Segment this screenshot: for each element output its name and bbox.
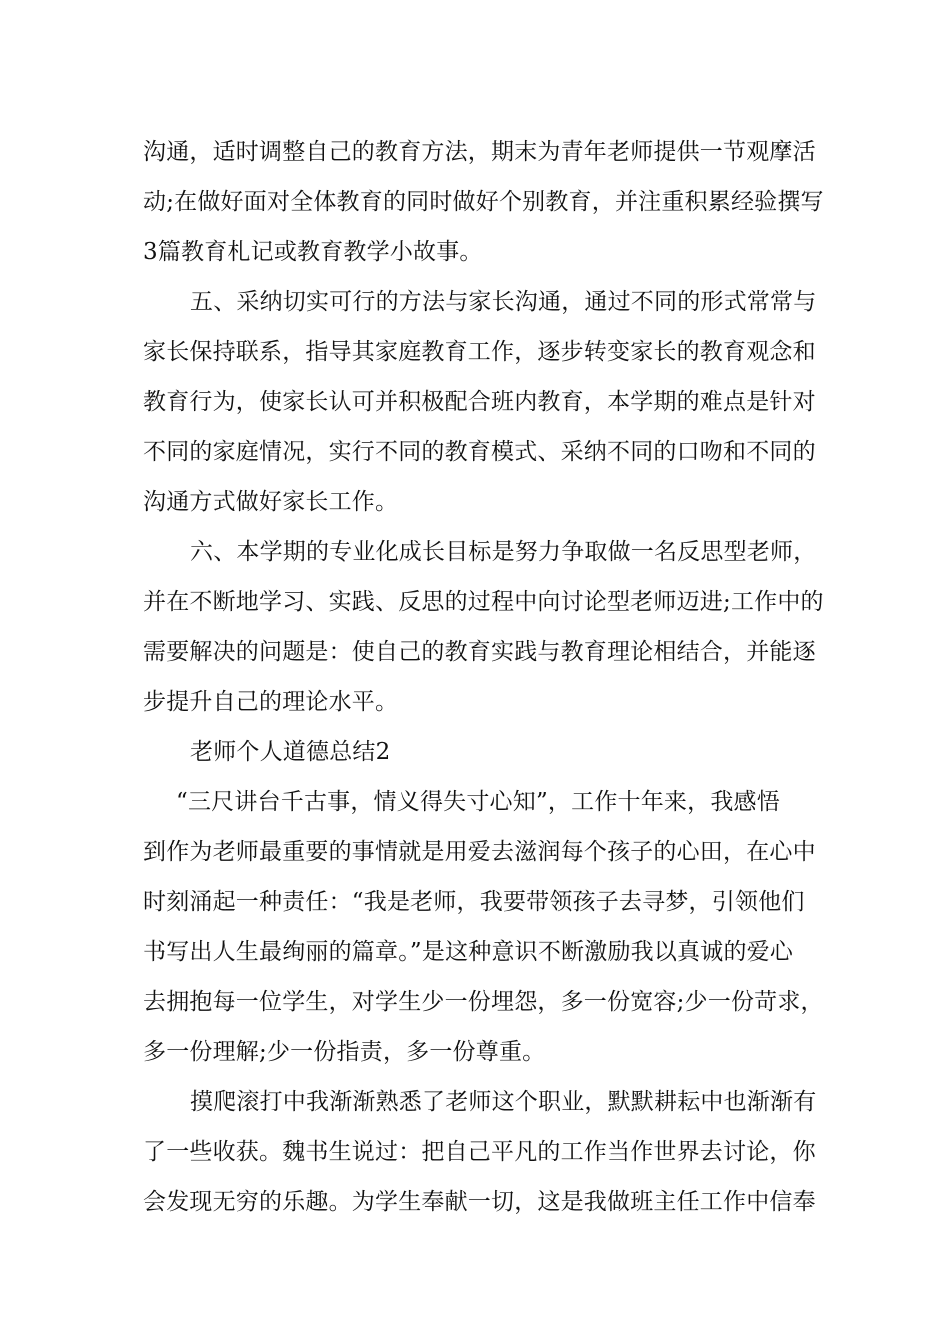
paragraph-first-line: 六、本学期的专业化成长目标是努力争取做一名反思型老师， (190, 539, 817, 565)
text-line: 教育行为，使家长认可并积极配合班内教育，本学期的难点是针对 (143, 389, 816, 415)
text-line: 不同的家庭情况，实行不同的教育模式、采纳不同的口吻和不同的 (143, 439, 816, 465)
text-line: 到作为老师最重要的事情就是用爱去滋润每个孩子的心田，在心中 (143, 839, 816, 865)
text-line: 多一份理解;少一份指责，多一份尊重。 (143, 1039, 546, 1065)
text-line: 并在不断地学习、实践、反思的过程中向讨论型老师迈进;工作中的 (143, 589, 824, 615)
section-heading: 老师个人道德总结2 (190, 739, 391, 765)
text-line: 书写出人生最绚丽的篇章。”是这种意识不断激励我以真诚的爱心 (143, 939, 794, 965)
paragraph-first-line: “三尺讲台千古事，情义得失寸心知”，工作十年来，我感悟 (176, 789, 780, 815)
text-line: 时刻涌起一种责任：“我是老师，我要带领孩子去寻梦，引领他们 (143, 889, 805, 915)
text-line: 需要解决的问题是：使自己的教育实践与教育理论相结合，并能逐 (143, 639, 816, 665)
text-line: 家长保持联系，指导其家庭教育工作，逐步转变家长的教育观念和 (143, 339, 816, 365)
text-line: 步提升自己的理论水平。 (143, 689, 399, 715)
text-line: 沟通，适时调整自己的教育方法，期末为青年老师提供一节观摩活 (143, 139, 816, 165)
text-line: 动;在做好面对全体教育的同时做好个别教育，并注重积累经验撰写 (143, 189, 824, 215)
text-line: 了一些收获。魏书生说过：把自己平凡的工作当作世界去讨论，你 (143, 1139, 816, 1165)
text-line: 去拥抱每一位学生，对学生少一份埋怨，多一份宽容;少一份苛求， (143, 989, 824, 1015)
text-line: 3篇教育札记或教育教学小故事。 (143, 239, 483, 265)
text-line: 沟通方式做好家长工作。 (143, 489, 399, 515)
paragraph-first-line: 摸爬滚打中我渐渐熟悉了老师这个职业，默默耕耘中也渐渐有 (190, 1089, 817, 1115)
paragraph-first-line: 五、采纳切实可行的方法与家长沟通，通过不同的形式常常与 (190, 289, 817, 315)
text-line: 会发现无穷的乐趣。为学生奉献一切，这是我做班主任工作中信奉 (143, 1189, 816, 1215)
